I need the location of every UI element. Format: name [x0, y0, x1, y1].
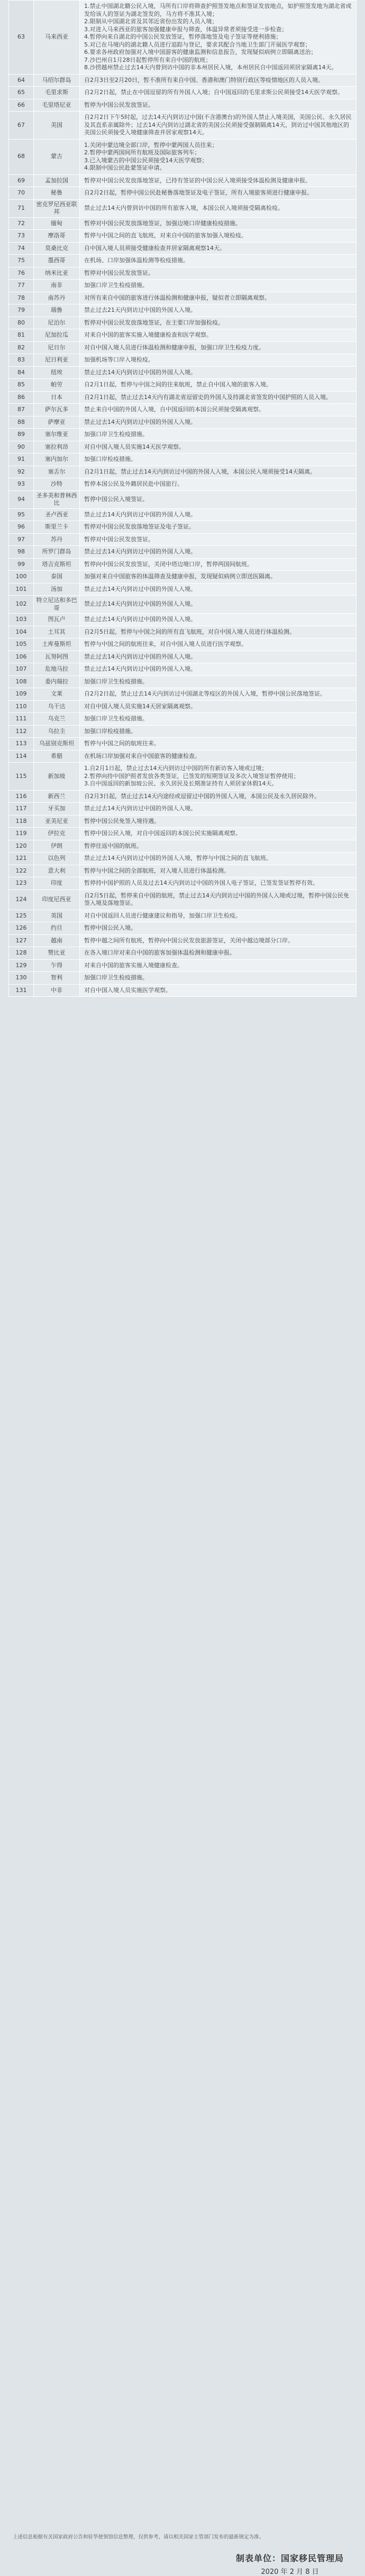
measures-table	[8, 0, 357, 997]
table-row	[9, 700, 357, 713]
measures-text: 暂停对中国公民发放落地签证，加强边境口岸健康检疫措施。	[80, 217, 357, 230]
country-name: 汤加	[34, 583, 80, 596]
table-row	[9, 828, 357, 840]
country-name: 塞拉利昂	[34, 441, 80, 453]
measures-text: 暂停对中国公民发放签证。	[80, 267, 357, 280]
table-row	[9, 947, 357, 960]
table-row	[9, 713, 357, 726]
table-row	[9, 74, 357, 87]
country-name: 印度	[34, 877, 80, 890]
measures-text: 自2月2日下午5时起，过去14天内到访过中国(不含港澳台)的外国人禁止入境美国，美国公民、永久居民及其直系亲属除外；过去14天内到访过湖北省的美国公民须接受强制隔离14天，到访过中国其他地区的美国公民须接受入境健康筛查并居家观察14天。	[80, 112, 357, 140]
country-name: 萨摩亚	[34, 416, 80, 429]
row-number: 130	[9, 972, 34, 985]
row-number: 108	[9, 675, 34, 688]
table-row	[9, 174, 357, 187]
country-name: 尼加拉瓜	[34, 329, 80, 342]
table-row	[9, 242, 357, 255]
row-number: 78	[9, 292, 34, 304]
table-row	[9, 1, 357, 75]
country-name: 智利	[34, 972, 80, 985]
measures-text: 加强口岸卫生检疫措施。	[80, 429, 357, 441]
country-name: 尼泊尔	[34, 317, 80, 329]
country-name: 萨尔瓦多	[34, 404, 80, 416]
table-row	[9, 865, 357, 877]
measures-table-panel	[8, 0, 357, 997]
table-row	[9, 521, 357, 534]
table-row	[9, 478, 357, 491]
table-row	[9, 853, 357, 865]
measures-text: 暂停中国公民免签入境待遇。	[80, 815, 357, 828]
row-number: 75	[9, 255, 34, 267]
country-name: 特立尼达和多巴哥	[34, 596, 80, 614]
row-number: 95	[9, 508, 34, 521]
country-name: 马来西亚	[34, 1, 80, 75]
measures-text: 对所有来自中国的旅客进行体温检测和健康申报，疑似者立即隔离观察。	[80, 292, 357, 304]
measures-text: 暂停向中国公民发放签证，关闭中塔边境口岸，暂停两国间航班。	[80, 558, 357, 571]
row-number: 112	[9, 725, 34, 738]
country-name: 伊拉克	[34, 828, 80, 840]
country-name: 苏丹	[34, 533, 80, 546]
table-row	[9, 292, 357, 304]
measures-text: 自2月1日起，暂停与中国之间的往来航班，禁止自中国入境的旅客入境。	[80, 379, 357, 392]
measures-text: 暂停为中国公民发放签证。	[80, 99, 357, 112]
measures-text: 禁止过去14天内到访过中国的外国人入境。	[80, 803, 357, 816]
table-row	[9, 341, 357, 354]
row-number: 87	[9, 404, 34, 416]
measures-text: 自2月3日起，禁止过去14天内途经或逗留过中国的外国人入境，本国公民及永久居民除外。	[80, 790, 357, 803]
measures-text: 禁止过去14天内到访过中国的外国人入境。	[80, 614, 357, 626]
measures-text: 对自中国入境人员实施14天医学观察。	[80, 441, 357, 453]
table-row	[9, 790, 357, 803]
measures-text: 对来自中国的旅客实施入境健康检查和医学观察。	[80, 329, 357, 342]
country-name: 以色列	[34, 853, 80, 865]
country-name: 土库曼斯坦	[34, 638, 80, 651]
country-name: 美国	[34, 112, 80, 140]
row-number: 99	[9, 558, 34, 571]
row-number: 63	[9, 1, 34, 75]
row-number: 111	[9, 713, 34, 726]
table-row	[9, 546, 357, 559]
row-number: 100	[9, 571, 34, 583]
measures-text: 禁止过去14天内到访过中国的外国人入境。	[80, 583, 357, 596]
table-row	[9, 815, 357, 828]
row-number: 122	[9, 865, 34, 877]
table-row	[9, 596, 357, 614]
table-row	[9, 750, 357, 763]
row-number: 116	[9, 790, 34, 803]
measures-text: 1.禁止中国湖北籍公民入境，马所有口岸将筛查护照签发地点和签证发放地点，如护照签发地为湖北省或发给该人的签证为湖北签发的，马方将不准其入境； 2.限制从中国湖北省及其邻近省份出发的人员入境； 3.对进入马来西亚的旅客加强健康申报与筛查，体温异常者须接受进一步检查； 4.暂停向来自湖北的中国公民发放签证，暂停落地签及电子签证等便利措施； 5.对已在马境内的湖北籍人员进行追踪与登记，要求其配合当地卫生部门开展医学观察； 6.要求各州政府加强对入境中国游客的健康监测和信息报告，发现疑似病例立即隔离送治； 7.沙巴州自1月28日起暂停所有来自中国的航班； 8.沙捞越州禁止过去14天内曾到访中国的非本州居民入境，本州居民自中国返回须居家隔离14天。	[80, 1, 357, 75]
measures-text: 加强口岸卫生检疫措施。	[80, 972, 357, 985]
table-row	[9, 255, 357, 267]
measures-text: 暂停与中国之间的航班往来，对自中国入境人员进行医学观察。	[80, 638, 357, 651]
row-number: 101	[9, 583, 34, 596]
measures-text: 加强口岸检疫措施。	[80, 453, 357, 466]
row-number: 124	[9, 889, 34, 910]
country-name: 秘鲁	[34, 187, 80, 200]
table-row	[9, 490, 357, 508]
country-name: 尼日利亚	[34, 354, 80, 367]
measures-text: 对自中国入境人员实施医学观察。	[80, 984, 357, 997]
table-row	[9, 354, 357, 367]
table-row	[9, 614, 357, 626]
table-row	[9, 466, 357, 478]
row-number: 88	[9, 416, 34, 429]
row-number: 65	[9, 87, 34, 99]
measures-text: 暂停本国公民及外籍居民赴中国旅行。	[80, 478, 357, 491]
country-name: 圣多美和普林西比	[34, 490, 80, 508]
measures-text: 暂停与中国之间的直飞航班，对来自中国的旅客加强入境检疫。	[80, 230, 357, 243]
table-row	[9, 508, 357, 521]
table-row	[9, 230, 357, 243]
measures-text: 禁止过去14天内到访过中国的外国人入境。	[80, 663, 357, 676]
row-number: 98	[9, 546, 34, 559]
measures-text: 在各入境口岸对来自中国的旅客加强体温检测和健康申报。	[80, 947, 357, 960]
country-name: 乌克兰	[34, 713, 80, 726]
row-number: 120	[9, 840, 34, 853]
row-number: 123	[9, 877, 34, 890]
country-name: 牙买加	[34, 803, 80, 816]
table-row	[9, 688, 357, 701]
row-number: 117	[9, 803, 34, 816]
measures-text: 禁止过去14天内到访过中国的外国人入境。	[80, 596, 357, 614]
table-row	[9, 984, 357, 997]
table-row	[9, 453, 357, 466]
row-number: 89	[9, 429, 34, 441]
row-number: 66	[9, 99, 34, 112]
table-row	[9, 280, 357, 292]
country-name: 密克罗尼西亚联邦	[34, 199, 80, 217]
table-row	[9, 763, 357, 791]
country-name: 泰国	[34, 571, 80, 583]
country-name: 新西兰	[34, 790, 80, 803]
table-row	[9, 738, 357, 750]
measures-text: 自2月1日起，禁止过去14天内有湖北省逗留史的外国人及持湖北省签发的中国护照的人员入境。	[80, 391, 357, 404]
row-number: 129	[9, 959, 34, 972]
table-row	[9, 199, 357, 217]
measures-text: 加强口岸检疫措施。	[80, 725, 357, 738]
measures-text: 禁止过去14天内到访过中国的外国人入境。	[80, 546, 357, 559]
country-name: 马绍尔群岛	[34, 74, 80, 87]
country-name: 乍得	[34, 959, 80, 972]
measures-text: 在机场口岸加强对来自中国旅客的健康检查。	[80, 750, 357, 763]
country-name: 新加坡	[34, 763, 80, 791]
row-number: 115	[9, 763, 34, 791]
measures-text: 在机场、口岸加强体温检测等检疫措施。	[80, 255, 357, 267]
country-name: 委内瑞拉	[34, 675, 80, 688]
row-number: 93	[9, 478, 34, 491]
country-name: 摩洛哥	[34, 230, 80, 243]
table-row	[9, 317, 357, 329]
footnote: 上述信息根据有关国家政府公告和驻华使领馆信息整理，仅供参考，请以相关国家主管部门发布的最新规定为准。	[13, 2534, 264, 2540]
table-row	[9, 959, 357, 972]
country-name: 墨西哥	[34, 255, 80, 267]
row-number: 106	[9, 651, 34, 663]
measures-text: 暂停与中国之间的全部航班，对入境人员进行体温检测。	[80, 865, 357, 877]
row-number: 114	[9, 750, 34, 763]
measures-text: 自2月2日起，禁止过去14天内到访过中国湖北等疫区的外国人入境，暂停中国公民落地签证。	[80, 688, 357, 701]
table-row	[9, 663, 357, 676]
measures-text: 自2月2日起，暂停中国公民赴秘鲁落地签证及电子签证，所有入境旅客须进行健康申报。	[80, 187, 357, 200]
row-number: 85	[9, 379, 34, 392]
table-row	[9, 840, 357, 853]
country-name: 孟加拉国	[34, 174, 80, 187]
row-number: 81	[9, 329, 34, 342]
measures-text: 自2月2日起，禁止在中国逗留的所有外国人入境；自中国返回的毛里求斯公民须接受14天医学观察。	[80, 87, 357, 99]
measures-text: 禁止过去14天内到访过中国的外国人入境。	[80, 651, 357, 663]
row-number: 118	[9, 815, 34, 828]
table-row	[9, 651, 357, 663]
row-number: 102	[9, 596, 34, 614]
country-name: 南非	[34, 280, 80, 292]
country-name: 圣卢西亚	[34, 508, 80, 521]
row-number: 69	[9, 174, 34, 187]
table-row	[9, 99, 357, 112]
country-name: 蒙古	[34, 139, 80, 174]
issuer: 制表单位：国家移民管理局	[235, 2553, 344, 2563]
table-row	[9, 910, 357, 922]
table-row	[9, 267, 357, 280]
row-number: 79	[9, 304, 34, 317]
row-number: 72	[9, 217, 34, 230]
table-row	[9, 638, 357, 651]
table-row	[9, 379, 357, 392]
country-name: 尼日尔	[34, 341, 80, 354]
row-number: 97	[9, 533, 34, 546]
table-row	[9, 112, 357, 140]
table-row	[9, 366, 357, 379]
row-number: 128	[9, 947, 34, 960]
country-name: 意大利	[34, 865, 80, 877]
measures-text: 禁止过去14天内曾到访中国的所有旅客入境，本国公民入境须接受隔离检疫。	[80, 199, 357, 217]
measures-text: 禁止过去14天内到访过中国的外国人入境。	[80, 366, 357, 379]
measures-text: 对自中国返回人员进行健康建议和指导，加强口岸卫生检疫。	[80, 910, 357, 922]
country-name: 文莱	[34, 688, 80, 701]
measures-text: 1.自2月1日起，禁止过去14天内到访过中国的所有新访客入境或过境； 2.暂停向持中国护照者发放各类签证，已签发的短期签证及多次入境签证暂停使用； 3.自中国返回的新加坡公民、永久居民及长期准证持有人须居家休假14天。	[80, 763, 357, 791]
row-number: 67	[9, 112, 34, 140]
country-name: 瓦努阿图	[34, 651, 80, 663]
measures-text: 禁止来自中国的外国人入境，自中国返回的本国公民须接受隔离观察。	[80, 404, 357, 416]
country-name: 亚美尼亚	[34, 815, 80, 828]
table-row	[9, 429, 357, 441]
table-row	[9, 626, 357, 638]
measures-text: 暂停对中国公民发放落地签证，在主要口岸加强检疫。	[80, 317, 357, 329]
row-number: 94	[9, 490, 34, 508]
row-number: 127	[9, 934, 34, 947]
table-row	[9, 304, 357, 317]
row-number: 126	[9, 922, 34, 935]
measures-text: 自2月1日起，禁止过去14天内到访过中国的外国人入境，本国公民入境须接受14天隔离。	[80, 466, 357, 478]
country-name: 乌兹别克斯坦	[34, 738, 80, 750]
country-name: 缅甸	[34, 217, 80, 230]
table-row	[9, 922, 357, 935]
issue-date: 2020 年 2 月 8 日	[261, 2568, 319, 2576]
row-number: 96	[9, 521, 34, 534]
table-row	[9, 329, 357, 342]
country-name: 危地马拉	[34, 663, 80, 676]
measures-text: 加强口岸卫生检疫措施。	[80, 280, 357, 292]
measures-text: 暂停与中国之间的航班往来。	[80, 738, 357, 750]
measures-text: 自2月3日至2月20日，暂不准所有来自中国、香港和澳门特别行政区等疫情地区的人员入境。	[80, 74, 357, 87]
table-row	[9, 972, 357, 985]
row-number: 110	[9, 700, 34, 713]
country-name: 伊朗	[34, 840, 80, 853]
country-name: 塞舌尔	[34, 466, 80, 478]
row-number: 103	[9, 614, 34, 626]
row-number: 70	[9, 187, 34, 200]
measures-text: 暂停对中国公民发放落地签证，已持有签证的中国公民入境须接受体温检测及健康申报。	[80, 174, 357, 187]
measures-text: 暂停中国公民入境，对自中国返回的本国公民实施隔离观察。	[80, 828, 357, 840]
row-number: 121	[9, 853, 34, 865]
table-row	[9, 404, 357, 416]
row-number: 83	[9, 354, 34, 367]
table-row	[9, 877, 357, 890]
row-number: 105	[9, 638, 34, 651]
country-name: 瑙鲁	[34, 304, 80, 317]
row-number: 125	[9, 910, 34, 922]
country-name: 土耳其	[34, 626, 80, 638]
country-name: 约旦	[34, 922, 80, 935]
country-name: 图瓦卢	[34, 614, 80, 626]
table-row	[9, 87, 357, 99]
table-row	[9, 441, 357, 453]
table-row	[9, 889, 357, 910]
measures-text: 加强机场等口岸入境检疫。	[80, 354, 357, 367]
country-name: 中非	[34, 984, 80, 997]
measures-text: 暂停对中国公民发放落地签证及电子签证。	[80, 521, 357, 534]
country-name: 塞内加尔	[34, 453, 80, 466]
country-name: 希腊	[34, 750, 80, 763]
row-number: 77	[9, 280, 34, 292]
table-row	[9, 187, 357, 200]
measures-text: 暂停往返中国的航班。	[80, 840, 357, 853]
table-row	[9, 533, 357, 546]
country-name: 英国	[34, 910, 80, 922]
measures-text: 暂停中越之间所有航班，暂停向中国公民发放旅游签证，关闭中越边境部分口岸。	[80, 934, 357, 947]
measures-table-body	[9, 1, 357, 997]
measures-text: 对自中国入境人员进行体温检测和健康申报，加强口岸卫生检疫力度。	[80, 341, 357, 354]
row-number: 113	[9, 738, 34, 750]
country-name: 纽埃	[34, 366, 80, 379]
table-row	[9, 571, 357, 583]
country-name: 所罗门群岛	[34, 546, 80, 559]
country-name: 越南	[34, 934, 80, 947]
measures-text: 禁止过去14天内到访过中国的外国人入境。	[80, 508, 357, 521]
country-name: 斯里兰卡	[34, 521, 80, 534]
table-row	[9, 725, 357, 738]
measures-text: 禁止过去21天内到访过中国的外国人入境。	[80, 304, 357, 317]
measures-text: 1.关闭中蒙边境全部口岸，暂停中蒙两国人员往来； 2.暂停中蒙两国间所有航班及国际旅客列车； 3.已入境蒙古的中国公民须接受14天医学观察； 4.限制中国公民赴蒙签证申请。	[80, 139, 357, 174]
country-name: 乌干达	[34, 700, 80, 713]
issuer-signature	[236, 2552, 344, 2576]
measures-text: 暂停中国公民入境。	[80, 922, 357, 935]
row-number: 64	[9, 74, 34, 87]
country-name: 塞尔维亚	[34, 429, 80, 441]
country-name: 毛里求斯	[34, 87, 80, 99]
measures-text: 自2月5日起，暂停来自中国的航班，禁止过去14天内到访过中国的外国人入境或过境，暂停中国公民免签入境及落地签证。	[80, 889, 357, 910]
country-name: 南苏丹	[34, 292, 80, 304]
measures-text: 加强口岸卫生检疫措施。	[80, 675, 357, 688]
measures-text: 暂停对中国公民发放签证。	[80, 533, 357, 546]
country-name: 毛里塔尼亚	[34, 99, 80, 112]
table-row	[9, 416, 357, 429]
row-number: 68	[9, 139, 34, 174]
row-number: 104	[9, 626, 34, 638]
measures-text: 禁止过去14天内到访过中国的外国人入境。	[80, 416, 357, 429]
table-row	[9, 934, 357, 947]
country-name: 帕劳	[34, 379, 80, 392]
measures-text: 加强对来自中国旅客的体温筛查及健康申报，发现疑似病例立即送医隔离。	[80, 571, 357, 583]
row-number: 131	[9, 984, 34, 997]
measures-text: 加强口岸卫生检疫措施。	[80, 713, 357, 726]
row-number: 74	[9, 242, 34, 255]
row-number: 92	[9, 466, 34, 478]
row-number: 73	[9, 230, 34, 243]
country-name: 乌拉圭	[34, 725, 80, 738]
measures-text: 自中国入境人员须接受健康检查并居家隔离观察14天。	[80, 242, 357, 255]
table-row	[9, 391, 357, 404]
country-name: 印度尼西亚	[34, 889, 80, 910]
table-row	[9, 558, 357, 571]
row-number: 90	[9, 441, 34, 453]
row-number: 84	[9, 366, 34, 379]
measures-text: 禁止过去14天内到访过中国的外国人入境，暂停与中国之间的直飞航班。	[80, 853, 357, 865]
row-number: 107	[9, 663, 34, 676]
row-number: 91	[9, 453, 34, 466]
table-row	[9, 583, 357, 596]
table-row	[9, 139, 357, 174]
row-number: 86	[9, 391, 34, 404]
row-number: 119	[9, 828, 34, 840]
row-number: 109	[9, 688, 34, 701]
country-name: 纳米比亚	[34, 267, 80, 280]
measures-text: 暂停持中国护照的人员及过去14天内到访过中国的外国人电子签证，已签发签证暂停有效。	[80, 877, 357, 890]
country-name: 莫桑比克	[34, 242, 80, 255]
country-name: 赞比亚	[34, 947, 80, 960]
table-row	[9, 803, 357, 816]
measures-text: 对自中国入境人员实施14天居家隔离观察。	[80, 700, 357, 713]
row-number: 82	[9, 341, 34, 354]
row-number: 76	[9, 267, 34, 280]
row-number: 80	[9, 317, 34, 329]
measures-text: 对来自中国的旅客实施入境健康检查。	[80, 959, 357, 972]
measures-text: 自2月5日起，暂停与中国之间的所有直飞航班，对自中国入境人员进行体温检测。	[80, 626, 357, 638]
country-name: 塔吉克斯坦	[34, 558, 80, 571]
table-row	[9, 675, 357, 688]
measures-text: 暂停中国公民入境签证。	[80, 490, 357, 508]
row-number: 71	[9, 199, 34, 217]
table-row	[9, 217, 357, 230]
country-name: 日本	[34, 391, 80, 404]
country-name: 沙特	[34, 478, 80, 491]
